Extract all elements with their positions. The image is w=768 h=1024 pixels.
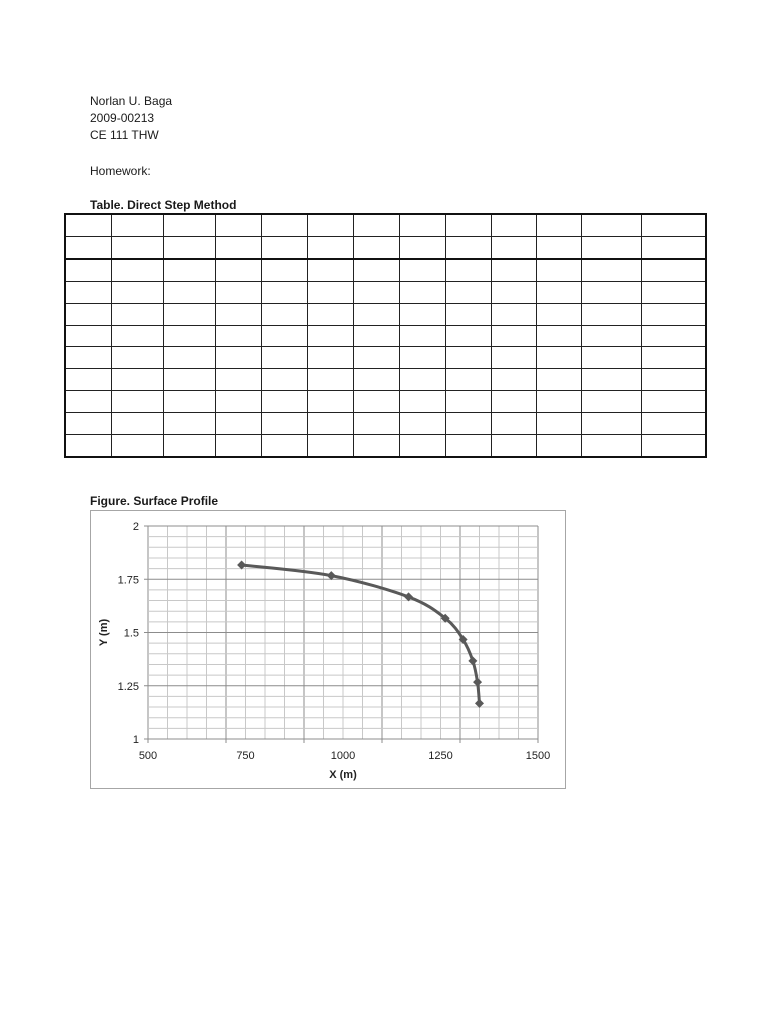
- table-header-cell: [641, 214, 706, 236]
- table-header-cell: [641, 236, 706, 258]
- table-cell: [536, 347, 581, 369]
- table-cell: [641, 369, 706, 391]
- table-cell: [536, 259, 581, 281]
- y-tick-label: 1.75: [117, 574, 139, 587]
- table-cell: [215, 259, 261, 281]
- table-header-cell: [111, 236, 163, 258]
- table-cell: [445, 281, 491, 303]
- table-cell: [215, 347, 261, 369]
- table-header-cell: [581, 236, 641, 258]
- table-cell: [163, 303, 215, 325]
- table-cell: [399, 435, 445, 457]
- x-tick-label: 500: [138, 750, 158, 762]
- table-row: [65, 281, 706, 303]
- series-line-surface-profile: [242, 565, 480, 703]
- table-cell: [65, 391, 111, 413]
- table-cell: [641, 281, 706, 303]
- y-tick-label: 1.25: [117, 680, 139, 693]
- table-cell: [65, 369, 111, 391]
- table-cell: [399, 281, 445, 303]
- table-cell: [536, 391, 581, 413]
- table-cell: [163, 347, 215, 369]
- table-header-cell: [353, 236, 399, 258]
- table-cell: [581, 391, 641, 413]
- table-cell: [581, 259, 641, 281]
- table-cell: [111, 413, 163, 435]
- table-cell: [491, 347, 536, 369]
- table-cell: [581, 347, 641, 369]
- table-header-cell: [353, 214, 399, 236]
- table-cell: [581, 281, 641, 303]
- table-cell: [641, 347, 706, 369]
- table-cell: [261, 259, 307, 281]
- table-header-cell: [163, 214, 215, 236]
- table-cell: [399, 303, 445, 325]
- table-cell: [491, 435, 536, 457]
- table-cell: [65, 259, 111, 281]
- table-cell: [163, 391, 215, 413]
- table-row: [65, 369, 706, 391]
- table-header-cell: [491, 236, 536, 258]
- table-cell: [261, 303, 307, 325]
- table-cell: [65, 303, 111, 325]
- assignment-label: Homework:: [90, 164, 151, 178]
- chart-canvas: [91, 511, 567, 790]
- table-cell: [261, 325, 307, 347]
- table-cell: [111, 303, 163, 325]
- table-cell: [65, 413, 111, 435]
- table-cell: [581, 325, 641, 347]
- table-cell: [307, 369, 353, 391]
- table-cell: [261, 369, 307, 391]
- table-header-cell: [307, 236, 353, 258]
- table-cell: [536, 325, 581, 347]
- table-cell: [353, 303, 399, 325]
- table-cell: [111, 347, 163, 369]
- table-cell: [399, 391, 445, 413]
- table-cell: [641, 303, 706, 325]
- table-header-cell: [65, 214, 111, 236]
- table-header-cell: [536, 236, 581, 258]
- table-cell: [581, 303, 641, 325]
- table-header-cell: [111, 214, 163, 236]
- table-header-cell: [163, 236, 215, 258]
- table-cell: [261, 281, 307, 303]
- table-cell: [445, 347, 491, 369]
- table-cell: [491, 391, 536, 413]
- y-tick-label: 1.5: [123, 627, 139, 640]
- table-cell: [307, 325, 353, 347]
- x-tick-label: 1250: [428, 750, 453, 762]
- table-header-cell: [399, 236, 445, 258]
- table-cell: [215, 369, 261, 391]
- table-cell: [445, 325, 491, 347]
- table-cell: [641, 325, 706, 347]
- table-cell: [111, 369, 163, 391]
- table-row: [65, 347, 706, 369]
- chart-gridlines: [144, 526, 538, 743]
- table-cell: [111, 435, 163, 457]
- table-cell: [353, 281, 399, 303]
- table-cell: [536, 369, 581, 391]
- table-cell: [641, 413, 706, 435]
- table-cell: [399, 413, 445, 435]
- table-cell: [111, 325, 163, 347]
- table-caption: Table. Direct Step Method: [90, 198, 237, 212]
- table-cell: [215, 413, 261, 435]
- table-cell: [491, 413, 536, 435]
- table-cell: [163, 281, 215, 303]
- table-cell: [215, 325, 261, 347]
- table-header-row: [65, 236, 706, 258]
- table-cell: [65, 435, 111, 457]
- table-header-cell: [445, 214, 491, 236]
- y-tick-label: 2: [132, 521, 139, 533]
- table-cell: [399, 259, 445, 281]
- table-header-cell: [215, 236, 261, 258]
- table-row: [65, 325, 706, 347]
- student-number: 2009-00213: [90, 111, 155, 125]
- table-cell: [353, 369, 399, 391]
- table-cell: [261, 391, 307, 413]
- surface-profile-chart: [90, 510, 566, 789]
- table-cell: [641, 391, 706, 413]
- table-row: [65, 413, 706, 435]
- table-cell: [581, 435, 641, 457]
- table-cell: [65, 281, 111, 303]
- table-header-row: [65, 214, 706, 236]
- table-cell: [399, 369, 445, 391]
- table-cell: [307, 435, 353, 457]
- y-tick-label: 1: [132, 734, 139, 746]
- table-cell: [581, 369, 641, 391]
- table-cell: [445, 435, 491, 457]
- table-header-cell: [445, 236, 491, 258]
- table-cell: [307, 281, 353, 303]
- course-code: CE 111 THW: [90, 128, 159, 142]
- table-cell: [445, 413, 491, 435]
- table-cell: [111, 259, 163, 281]
- table-row: [65, 435, 706, 457]
- table-header-cell: [491, 214, 536, 236]
- table-header-cell: [307, 214, 353, 236]
- table-header-cell: [581, 214, 641, 236]
- table-cell: [307, 347, 353, 369]
- table-cell: [641, 435, 706, 457]
- table-cell: [215, 303, 261, 325]
- x-axis-title: X (m): [329, 769, 357, 781]
- table-cell: [399, 325, 445, 347]
- table-cell: [536, 281, 581, 303]
- table-cell: [163, 369, 215, 391]
- table-cell: [445, 369, 491, 391]
- x-tick-label: 1500: [525, 750, 551, 762]
- table-cell: [353, 259, 399, 281]
- table-cell: [65, 325, 111, 347]
- chart-tick-labels: [118, 521, 551, 762]
- table-cell: [491, 369, 536, 391]
- table-cell: [111, 391, 163, 413]
- table-cell: [536, 303, 581, 325]
- table-header-cell: [399, 214, 445, 236]
- table-cell: [215, 391, 261, 413]
- table-cell: [445, 259, 491, 281]
- table-header-cell: [261, 214, 307, 236]
- table-cell: [353, 391, 399, 413]
- table-cell: [163, 259, 215, 281]
- table-row: [65, 303, 706, 325]
- table-cell: [261, 413, 307, 435]
- table-cell: [353, 413, 399, 435]
- table-cell: [353, 347, 399, 369]
- table-cell: [491, 303, 536, 325]
- table-cell: [641, 259, 706, 281]
- table-cell: [491, 325, 536, 347]
- table-cell: [261, 347, 307, 369]
- table-cell: [536, 435, 581, 457]
- table-cell: [399, 347, 445, 369]
- table-header-cell: [65, 236, 111, 258]
- table-cell: [307, 259, 353, 281]
- table-cell: [581, 413, 641, 435]
- x-tick-label: 1000: [330, 750, 356, 762]
- table-cell: [353, 325, 399, 347]
- table-cell: [65, 347, 111, 369]
- figure-caption: Figure. Surface Profile: [90, 494, 219, 508]
- table-cell: [445, 303, 491, 325]
- y-axis-title: Y (m): [98, 618, 110, 647]
- table-cell: [163, 325, 215, 347]
- table-cell: [163, 413, 215, 435]
- table-cell: [491, 281, 536, 303]
- table-cell: [215, 435, 261, 457]
- table-cell: [307, 413, 353, 435]
- table-cell: [307, 303, 353, 325]
- table-cell: [445, 391, 491, 413]
- table-cell: [491, 259, 536, 281]
- table-header-cell: [536, 214, 581, 236]
- table-cell: [307, 391, 353, 413]
- direct-step-table: [64, 213, 707, 458]
- table-header-cell: [261, 236, 307, 258]
- student-name: Norlan U. Baga: [90, 94, 173, 108]
- table-cell: [111, 281, 163, 303]
- table-row: [65, 391, 706, 413]
- table-cell: [353, 435, 399, 457]
- table-cell: [261, 435, 307, 457]
- table-cell: [163, 435, 215, 457]
- table-header-cell: [215, 214, 261, 236]
- table-cell: [536, 413, 581, 435]
- x-tick-label: 750: [236, 750, 255, 762]
- table-cell: [215, 281, 261, 303]
- table-row: [65, 259, 706, 281]
